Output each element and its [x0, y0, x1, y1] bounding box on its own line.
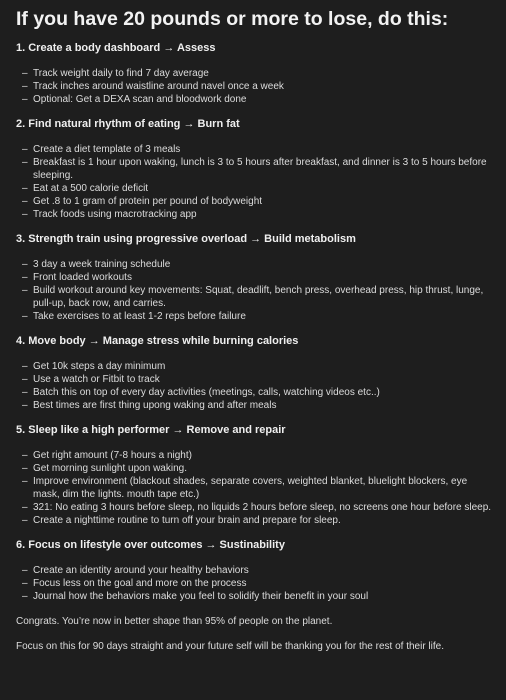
section-heading: 6. Focus on lifestyle over outcomes → Sustinability: [16, 539, 285, 551]
list-item-text: Focus less on the goal and more on the process: [33, 578, 247, 589]
section-4: [16, 335, 492, 424]
list-item-text: Breakfast is 1 hour upon waking, lunch is 3 to 5 hours after breakfast, and dinner is 3 to 5 hours before sleeping.: [33, 157, 487, 181]
list-item: [16, 258, 492, 271]
list-item: [16, 310, 492, 323]
list-item-text: Best times are first thing upong waking and after meals: [33, 400, 277, 411]
list-item: [16, 462, 492, 475]
list-item-text: Get morning sunlight upon waking.: [33, 463, 187, 474]
list-item-text: Create an identity around your healthy behaviors: [33, 565, 249, 576]
congrats-text: Congrats. You’re now in better shape than 95% of people on the planet.: [16, 616, 333, 627]
closing-text: Focus on this for 90 days straight and your future self will be thanking you for the rest of their life.: [16, 641, 444, 652]
list-item-text: Track weight daily to find 7 day average: [33, 68, 209, 79]
section-heading: 2. Find natural rhythm of eating → Burn fat: [16, 118, 240, 130]
section-6: [16, 539, 492, 615]
dash-bullet-icon: –: [22, 591, 28, 602]
dash-bullet-icon: –: [22, 565, 28, 576]
section-heading: 5. Sleep like a high performer → Remove and repair: [16, 424, 286, 436]
list-item: [16, 143, 492, 156]
list-item-text: Front loaded workouts: [33, 272, 132, 283]
dash-bullet-icon: –: [22, 463, 28, 474]
list-item: [16, 80, 492, 93]
list-item: [16, 67, 492, 80]
dash-bullet-icon: –: [22, 374, 28, 385]
bullet-list: [16, 67, 492, 106]
list-item: [16, 360, 492, 373]
list-item-text: Create a diet template of 3 meals: [33, 144, 181, 155]
list-item: [16, 501, 492, 514]
dash-bullet-icon: –: [22, 259, 28, 270]
section-heading: 1. Create a body dashboard → Assess: [16, 42, 216, 54]
list-item: [16, 449, 492, 462]
dash-bullet-icon: –: [22, 144, 28, 155]
dash-bullet-icon: –: [22, 183, 28, 194]
section-3: [16, 233, 492, 335]
dash-bullet-icon: –: [22, 476, 28, 487]
list-item-text: 321: No eating 3 hours before sleep, no liquids 2 hours before sleep, no screens one hour before sleep.: [33, 502, 492, 513]
dash-bullet-icon: –: [22, 311, 28, 322]
bullet-list: [16, 449, 492, 527]
dash-bullet-icon: –: [22, 68, 28, 79]
dash-bullet-icon: –: [22, 157, 28, 168]
list-item: [16, 399, 492, 412]
list-item-text: Batch this on top of every day activities (meetings, calls, watching videos etc..): [33, 387, 380, 398]
bullet-list: [16, 143, 492, 221]
list-item-text: Create a nighttime routine to turn off your brain and prepare for sleep.: [33, 515, 341, 526]
section-heading: 4. Move body → Manage stress while burning calories: [16, 335, 299, 347]
list-item-text: Track inches around waistline around navel once a week: [33, 81, 284, 92]
list-item: [16, 386, 492, 399]
list-item: [16, 475, 492, 501]
list-item-text: Track foods using macrotracking app: [33, 209, 197, 220]
list-item: [16, 373, 492, 386]
dash-bullet-icon: –: [22, 81, 28, 92]
list-item: [16, 577, 492, 590]
list-item-text: Get 10k steps a day minimum: [33, 361, 166, 372]
dash-bullet-icon: –: [22, 578, 28, 589]
dash-bullet-icon: –: [22, 209, 28, 220]
bullet-list: [16, 258, 492, 323]
page-title: If you have 20 pounds or more to lose, do this:: [16, 8, 449, 30]
list-item-text: Eat at a 500 calorie deficit: [33, 183, 149, 194]
dash-bullet-icon: –: [22, 387, 28, 398]
dash-bullet-icon: –: [22, 94, 28, 105]
list-item-text: Journal how the behaviors make you feel to solidify their benefit in your soul: [33, 591, 369, 602]
list-item-text: Take exercises to at least 1-2 reps before failure: [33, 311, 246, 322]
dash-bullet-icon: –: [22, 361, 28, 372]
section-2: [16, 118, 492, 233]
dash-bullet-icon: –: [22, 196, 28, 207]
list-item: [16, 271, 492, 284]
list-item-text: Optional: Get a DEXA scan and bloodwork done: [33, 94, 247, 105]
document-content: [16, 42, 492, 653]
dash-bullet-icon: –: [22, 502, 28, 513]
section-heading: 3. Strength train using progressive overload → Build metabolism: [16, 233, 356, 245]
dash-bullet-icon: –: [22, 272, 28, 283]
list-item-text: Build workout around key movements: Squat, deadlift, bench press, overhead press, hip thrust, lunge, pull-up, back row, and carries.: [33, 285, 484, 309]
list-item: [16, 514, 492, 527]
list-item: [16, 564, 492, 577]
list-item: [16, 156, 492, 182]
list-item-text: Get .8 to 1 gram of protein per pound of bodyweight: [33, 196, 263, 207]
list-item: [16, 195, 492, 208]
list-item-text: 3 day a week training schedule: [33, 259, 171, 270]
list-item: [16, 182, 492, 195]
list-item: [16, 284, 492, 310]
list-item-text: Use a watch or Fitbit to track: [33, 374, 160, 385]
bullet-list: [16, 564, 492, 603]
dash-bullet-icon: –: [22, 450, 28, 461]
list-item: [16, 590, 492, 603]
dash-bullet-icon: –: [22, 285, 28, 296]
list-item: [16, 208, 492, 221]
list-item-text: Improve environment (blackout shades, separate covers, weighted blanket, bluelight blockers, eye mask, dim the lights. mouth tape etc.): [33, 476, 468, 500]
section-5: [16, 424, 492, 539]
list-item: [16, 93, 492, 106]
bullet-list: [16, 360, 492, 412]
dash-bullet-icon: –: [22, 515, 28, 526]
list-item-text: Get right amount (7-8 hours a night): [33, 450, 192, 461]
section-1: [16, 42, 492, 118]
dash-bullet-icon: –: [22, 400, 28, 411]
